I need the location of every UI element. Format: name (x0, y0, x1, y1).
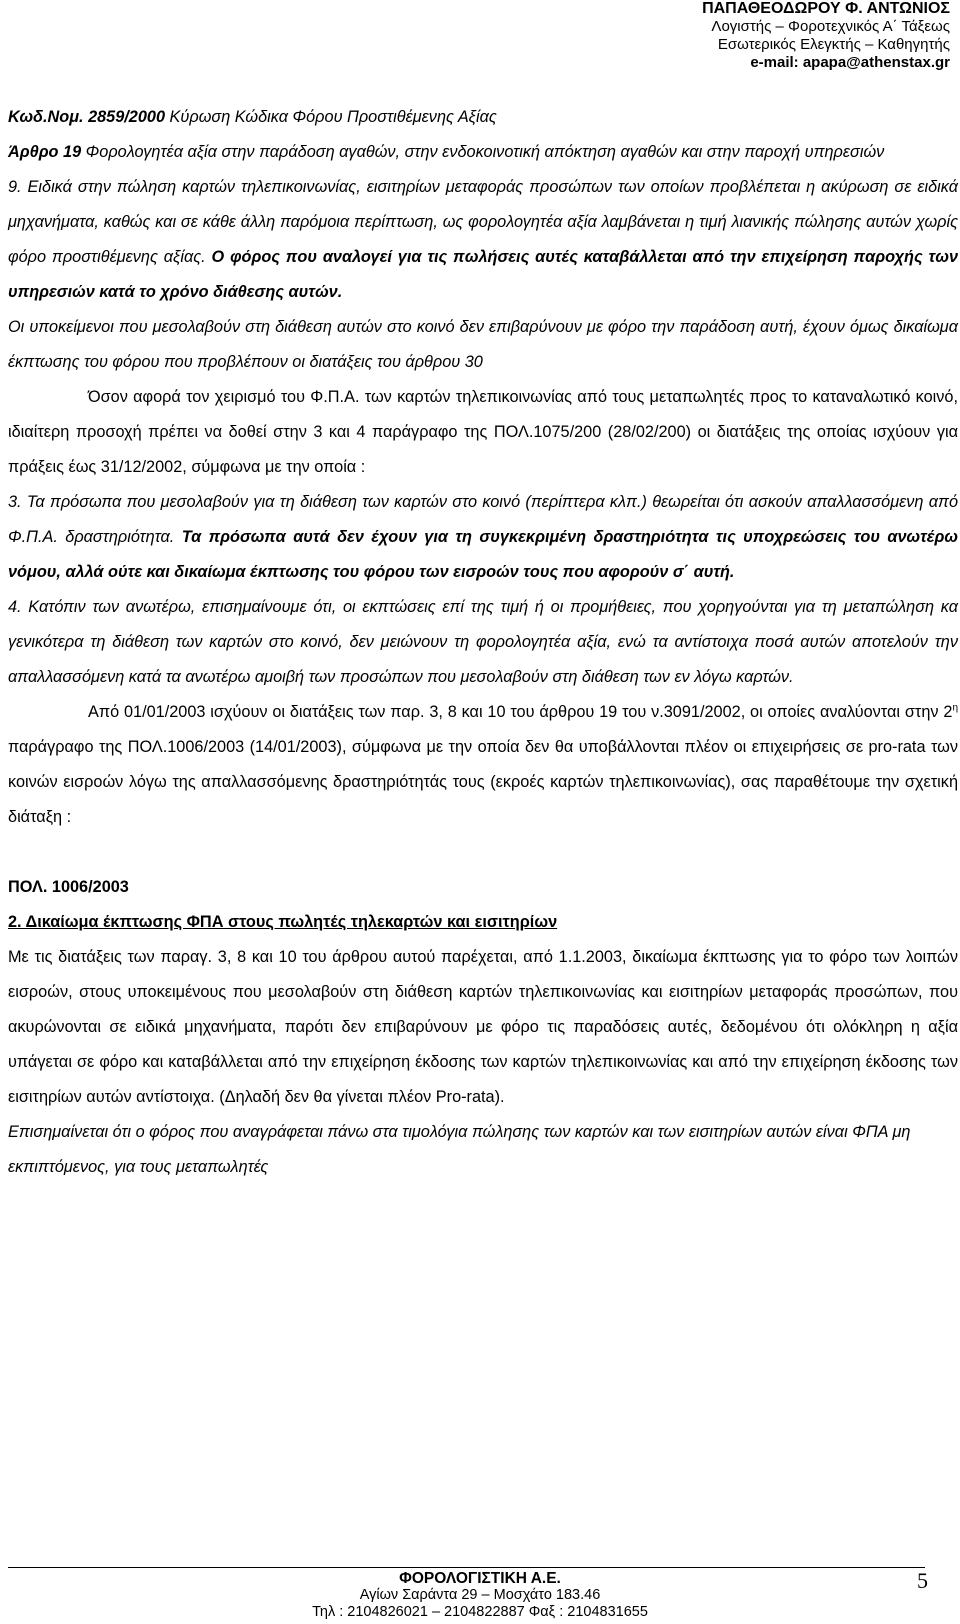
footer-address: Αγίων Σαράντα 29 – Μοσχάτο 183.46 (359, 1587, 601, 1603)
paragraph-9: 9. Ειδικά στην πώληση καρτών τηλεπικοινωνίας, εισιτηρίων μεταφοράς προσώπων των οποίων προβλέπεται η ακύρωση σε ειδικά μηχανήματα, καθώς και σε κάθε άλλη παρόμοια περίπτωση, ως φορολογητέα αξία λαμβάνεται η τιμή λιανικής πώλησης αυτών χωρίς φόρο προστιθέμενης αξίας. Ο φόρος που αναλογεί για τις πωλήσεις αυτές καταβάλλεται από την επιχείρηση παροχής των υπηρεσιών κατά το χρόνο διάθεσης αυτών. (8, 178, 958, 301)
article-heading (8, 135, 958, 170)
author-title-2: Εσωτερικός Ελεγκτής – Καθηγητής (717, 36, 950, 53)
page-number: 5 (917, 1568, 928, 1593)
footer (0, 1570, 960, 1621)
author-title-1: Λογιστής – Φοροτεχνικός Α΄ Τάξεως (711, 18, 950, 35)
section-paragraph: Με τις διατάξεις των παραγ. 3, 8 και 10 του άρθρου αυτού παρέχεται, από 1.1.2003, δικαίωμα έκπτωσης για το φόρο των λοιπών εισροών, στους υποκειμένους που μεσολαβούν στη διάθεση καρτών τηλεπικοινωνίας και εισιτηρίων μεταφοράς προσώπων, που ακυρώνονται σε ειδικά μηχανήματα, παρότι δεν επιβαρύνουν με φόρο τις παραδόσεις αυτές, δεδομένου ότι ολόκληρη η αξία υπάγεται σε φόρο και καταβάλλεται από την επιχείρηση έκδοσης των καρτών τηλεπικοινωνίας και από την επιχείρηση έκδοσης των εισιτηρίων αυτών αντίστοιχα. (Δηλαδή δεν θα γίνεται πλέον Pro-rata). (8, 948, 958, 1106)
document-body (8, 100, 958, 1185)
letterhead (702, 0, 950, 72)
paragraph-4: 4. Κατόπιν των ανωτέρω, επισημαίνουμε ότι, οι εκπτώσεις επί της τιμή ή οι προμήθειες, που χορηγούνται για τη μεταπώληση κα γενικότερα τη διάθεση των καρτών στο κοινό, δεν μειώνουν τη φορολογητέα αξία, ενώ τα αντίστοιχα ποσά αυτών αποτελούν την απαλλασσόμενη κατά τα ανωτέρω αμοιβή των προσώπων που μεσολαβούν στη διάθεση των εν λόγω καρτών. (8, 598, 958, 686)
from-2003-paragraph: Από 01/01/2003 ισχύουν οι διατάξεις των παρ. 3, 8 και 10 του άρθρου 19 του ν.3091/2002, οι οποίες αναλύονται στην $2^\eta$ παράγραφο της ΠΟΛ.1006/2003 (14/01/2003), σύμφωνα με την οποία δεν θα υποβάλλονται πλέον οι επιχειρήσεις σε pro-rata των κοινών εισροών λόγω της απαλλασσόμενης δραστηριότητάς τους (εκροές καρτών τηλεπικοινωνίας), σας παραθέτουμε την σχετική διάταξη : (8, 702, 958, 826)
footer-company: ΦΟΡΟΛΟΓΙΣΤΙΚΗ Α.Ε. (399, 1570, 561, 1587)
section-title: 2. Δικαίωμα έκπτωσης ΦΠΑ στους πωλητές τηλεκαρτών και εισιτηρίων (8, 913, 558, 931)
pol-title: ΠΟΛ. 1006/2003 (8, 878, 129, 896)
law-heading (8, 100, 958, 135)
author-email: e-mail: apapa@athenstax.gr (750, 54, 950, 71)
law-title: Κύρωση Κώδικα Φόρου Προστιθέμενης Αξίας (165, 108, 497, 126)
handling-paragraph: Όσον αφορά τον χειρισμό του Φ.Π.Α. των καρτών τηλεπικοινωνίας από τους μεταπωλητές προς το καταναλωτικό κοινό, ιδιαίτερη προσοχή πρέπει να δοθεί στην 3 και 4 παράγραφο της ΠΟΛ.1075/200 (28/02/200) οι διατάξεις της οποίας ισχύουν για πράξεις έως 31/12/2002, σύμφωνα με την οποία : (8, 388, 958, 476)
footer-divider (8, 1567, 925, 1568)
paragraph-3: 3. Τα πρόσωπα που μεσολαβούν για τη διάθεση των καρτών στο κοινό (περίπτερα κλπ.) θεωρείται ότι ασκούν απαλλασσόμενη από Φ.Π.Α. δραστηριότητα. Τα πρόσωπα αυτά δεν έχουν για τη συγκεκριμένη δραστηριότητα τις υποχρεώσεις του ανωτέρω νόμου, αλλά ούτε και δικαίωμα έκπτωσης του φόρου των εισροών τους που αφορούν σ΄ αυτή. (8, 493, 958, 581)
article-label: Άρθρο 19 (8, 143, 82, 161)
footer-phones: Τηλ : 2104826021 – 2104822887 Φαξ : 2104831655 (312, 1604, 648, 1620)
author-name: ΠΑΠΑΘΕΟΔΩΡΟΥ Φ. ΑΝΤΩΝΙΟΣ (702, 0, 950, 17)
law-code: Κωδ.Νομ. 2859/2000 (8, 108, 166, 126)
article-title: Φορολογητέα αξία στην παράδοση αγαθών, στην ενδοκοινοτική απόκτηση αγαθών και στην παροχή υπηρεσιών (81, 143, 885, 161)
paragraph-9-continued: Οι υποκείμενοι που μεσολαβούν στη διάθεση αυτών στο κοινό δεν επιβαρύνουν με φόρο την παράδοση αυτή, έχουν όμως δικαίωμα έκπτωσης του φόρου που προβλέπουν οι διατάξεις του άρθρου 30 (8, 318, 958, 371)
final-note: Επισημαίνεται ότι ο φόρος που αναγράφεται πάνω στα τιμολόγια πώλησης των καρτών και των εισιτηρίων αυτών είναι ΦΠΑ μη εκπιπτόμενος, για τους μεταπωλητές (8, 1123, 911, 1176)
